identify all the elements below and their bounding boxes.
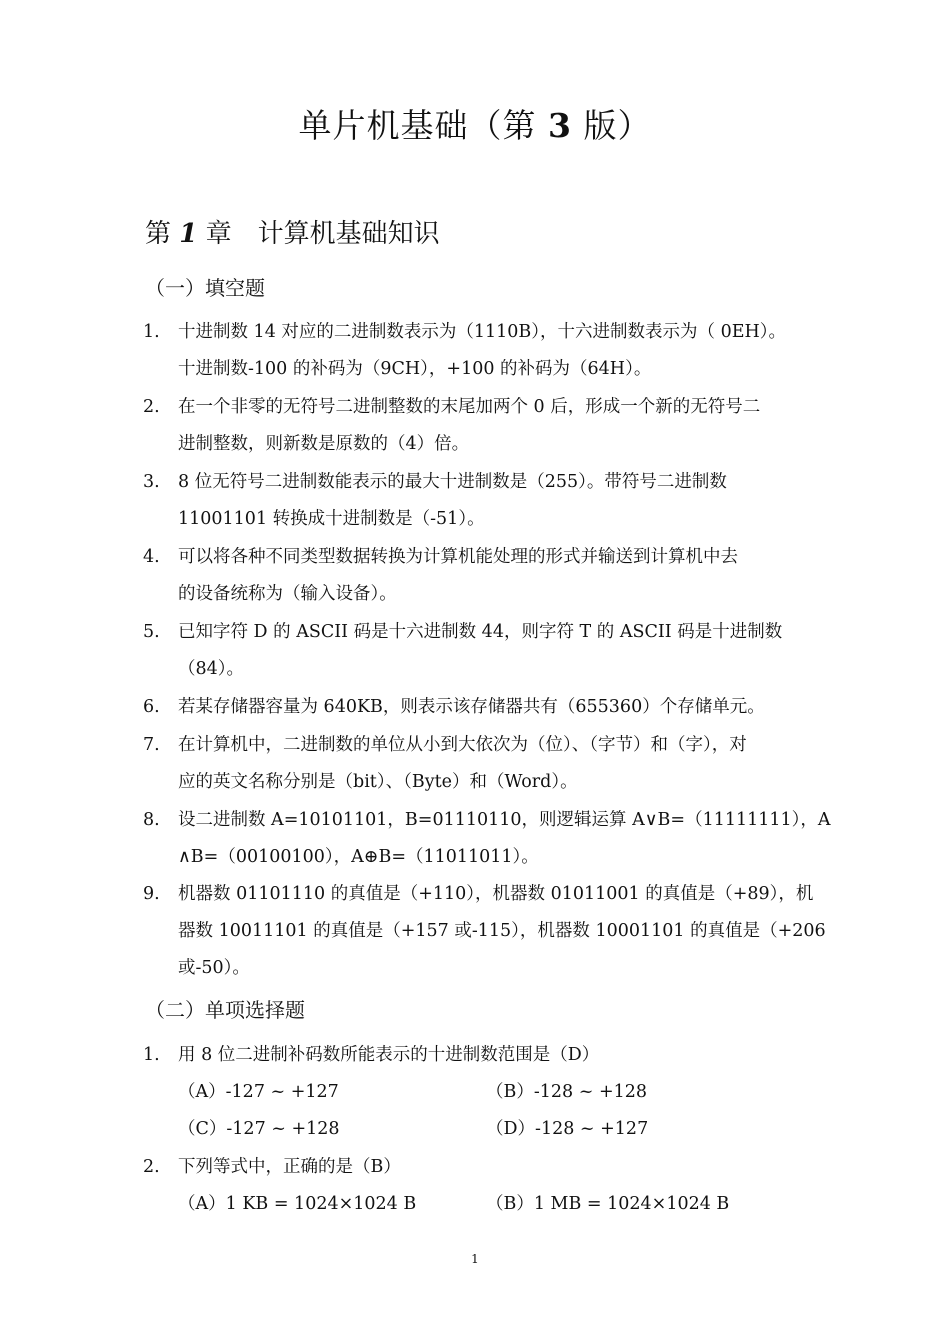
question-text: 进制整数，则新数是原数的（4）倍。 — [178, 434, 470, 454]
section-heading-single-choice: （二）单项选择题 — [145, 998, 305, 1022]
question-text: 已知字符 D 的 ASCII 码是十六进制数 44，则字符 T 的 ASCII 码是十进制数 — [178, 622, 783, 642]
question-number: 7. — [143, 735, 160, 755]
chapter-number: 1 — [179, 219, 198, 249]
question-text: 在一个非零的无符号二进制整数的末尾加两个 0 后，形成一个新的无符号二 — [178, 397, 761, 417]
question-text: ∧B=（00100100），A⊕B=（11011011）。 — [178, 847, 539, 867]
chapter-prefix: 第 — [145, 219, 180, 249]
chapter-suffix: 章 — [197, 219, 232, 249]
title-suffix: 版） — [571, 106, 652, 145]
question-number: 6. — [143, 697, 160, 717]
chapter-heading — [145, 213, 440, 250]
question-text: 或-50）。 — [178, 958, 250, 978]
choice-option-d: （D）-128 ~ +127 — [486, 1119, 649, 1139]
question-number: 9. — [143, 884, 160, 904]
choice-option-a: （A）1 KB = 1024×1024 B — [178, 1194, 417, 1214]
choice-option-c: （C）-127 ~ +128 — [178, 1119, 340, 1139]
question-number: 4. — [143, 547, 160, 567]
question-number: 3. — [143, 472, 160, 492]
question-text: 十进制数 14 对应的二进制数表示为（1110B），十六进制数表示为（ 0EH）。 — [178, 322, 787, 342]
question-text: 可以将各种不同类型数据转换为计算机能处理的形式并输送到计算机中去 — [178, 547, 738, 567]
question-text: 8 位无符号二进制数能表示的最大十进制数是（255）。带符号二进制数 — [178, 472, 727, 492]
section-heading-fill-in: （一）填空题 — [145, 276, 265, 300]
question-text: 11001101 转换成十进制数是（-51）。 — [178, 509, 485, 529]
page-number: 1 — [471, 1252, 479, 1266]
question-number: 2. — [143, 397, 160, 417]
question-text: 用 8 位二进制补码数所能表示的十进制数范围是（D） — [178, 1045, 600, 1065]
choice-option-a: （A）-127 ~ +127 — [178, 1082, 339, 1102]
question-number: 8. — [143, 810, 160, 830]
question-text: （84）。 — [178, 659, 245, 679]
question-text: 的设备统称为（输入设备）。 — [178, 584, 397, 604]
question-number: 2. — [143, 1157, 160, 1177]
question-text: 十进制数-100 的补码为（9CH），+100 的补码为（64H）。 — [178, 359, 652, 379]
question-text: 若某存储器容量为 640KB，则表示该存储器共有（655360）个存储单元。 — [178, 697, 765, 717]
document-title — [0, 100, 950, 147]
title-prefix: 单片机基础（第 — [298, 106, 549, 145]
question-text: 应的英文名称分别是（bit）、（Byte）和（Word）。 — [178, 772, 578, 792]
question-text: 下列等式中，正确的是（B） — [178, 1157, 401, 1177]
question-number: 1. — [143, 322, 160, 342]
chapter-name: 计算机基础知识 — [257, 219, 440, 249]
question-text: 设二进制数 A=10101101，B=01110110，则逻辑运算 A∨B=（11111111），A — [178, 810, 831, 830]
title-edition-number: 3 — [548, 106, 572, 145]
choice-option-b: （B）1 MB = 1024×1024 B — [486, 1194, 730, 1214]
question-text: 机器数 01101110 的真值是（+110），机器数 01011001 的真值是（+89），机 — [178, 884, 814, 904]
question-text: 器数 10011101 的真值是（+157 或-115），机器数 10001101 的真值是（+206 — [178, 921, 826, 941]
question-text: 在计算机中，二进制数的单位从小到大依次为（位）、（字节）和（字），对 — [178, 735, 747, 755]
choice-option-b: （B）-128 ~ +128 — [486, 1082, 648, 1102]
question-number: 1. — [143, 1045, 160, 1065]
question-number: 5. — [143, 622, 160, 642]
